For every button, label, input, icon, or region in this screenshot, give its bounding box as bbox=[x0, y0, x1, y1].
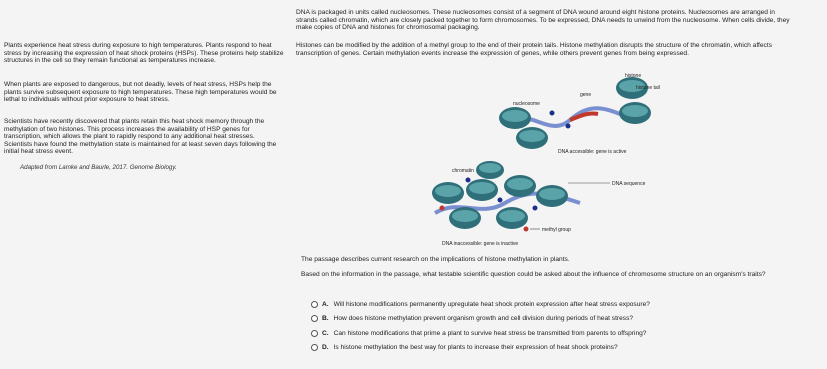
source-credit: Adapted from Lamke and Baurle, 2017. Genome Biology. bbox=[20, 164, 177, 171]
nucleosome-highlight bbox=[519, 130, 545, 142]
intro-paragraph: DNA is packaged in units called nucleosomes. These nucleosomes consist of a segment of DNA wound around eight histone proteins. Nucleosomes are arranged in strands called chromatin, which are closely packed together to form chromosomes. To be expressed, DNA needs to unwind from the nucleosome. When cells divide, they make copies of DNA and histones for chromosomal packaging. bbox=[296, 9, 790, 32]
option-text: Will histone modifications permanently upregulate heat shock protein expression after heat stress exposure? bbox=[333, 300, 650, 308]
chromatin-illustration bbox=[420, 68, 660, 248]
methyl-group-dot bbox=[533, 206, 538, 211]
heat-stress-paragraph: Plants experience heat stress during exposure to high temperatures. Plants respond to heat stress by increasing the expression of heat shock proteins (HSPs). These proteins help stabilize structures in the cell so they remain functional as temperatures increase. bbox=[4, 42, 284, 65]
question-stem: Based on the information in the passage, what testable scientific question could be asked about the influence of chromosome structure on an organism's traits? bbox=[301, 271, 766, 278]
histone-methylation-paragraph: Histones can be modified by the addition of a methyl group to the end of their protein tails. Histone methylation disrupts the structure of the chromatin, which affects transcription of genes. Certain methylation events increase the expression of genes, while others prevent genes from being expressed. bbox=[296, 42, 772, 57]
gene-marker-dot bbox=[524, 227, 529, 232]
label-dna-sequence: DNA sequence bbox=[612, 181, 646, 187]
methyl-group-dot bbox=[466, 178, 471, 183]
option-a[interactable] bbox=[311, 297, 781, 312]
label-accessible: DNA accessible: gene is active bbox=[558, 149, 627, 155]
radio-icon[interactable] bbox=[311, 301, 318, 308]
gene-marker-dot bbox=[440, 206, 445, 211]
option-letter: C. bbox=[322, 329, 329, 337]
methyl-group-dot bbox=[566, 124, 571, 129]
methyl-group-dot bbox=[498, 198, 503, 203]
option-letter: B. bbox=[322, 315, 329, 323]
nucleosome-highlight bbox=[622, 105, 648, 117]
option-c[interactable] bbox=[311, 326, 781, 341]
option-text: How does histone methylation prevent organism growth and cell division during periods of heat stress? bbox=[333, 315, 634, 323]
label-histone: histone bbox=[625, 73, 642, 79]
radio-icon[interactable] bbox=[311, 315, 318, 322]
question-context: The passage describes current research on the implications of histone methylation in plants. bbox=[301, 256, 570, 263]
option-b[interactable] bbox=[311, 312, 781, 327]
nucleosome-highlight bbox=[502, 110, 528, 122]
option-d[interactable] bbox=[311, 341, 781, 356]
label-histone-tail: histone tail bbox=[636, 85, 660, 91]
label-inaccessible: DNA inaccessible: gene is inactive bbox=[442, 241, 519, 247]
answer-options bbox=[311, 297, 781, 355]
label-nucleosome: nucleosome bbox=[513, 101, 540, 107]
option-text: Can histone modifications that prime a plant to survive heat stress be transmitted from parents to offspring? bbox=[333, 329, 647, 337]
option-text: Is histone methylation the best way for plants to increase their expression of heat shock proteins? bbox=[333, 344, 618, 352]
option-letter: D. bbox=[322, 344, 329, 352]
label-gene: gene bbox=[580, 92, 592, 98]
label-chromatin: chromatin bbox=[452, 168, 474, 174]
nucleosome-diagram bbox=[420, 68, 660, 248]
option-letter: A. bbox=[322, 300, 329, 308]
heat-memory-paragraph: Scientists have recently discovered that plants retain this heat shock memory through the methylation of two histones. This process increases the availability of HSP genes for transcription, which allows the plant to rapidly respond to any additional heat stresses. Scientists have found the methylation state is maintained for at least seven days following the initial heat stress event. bbox=[4, 118, 277, 156]
hsp-survival-paragraph: When plants are exposed to dangerous, but not deadly, levels of heat stress, HSPs help the plants survive subsequent exposure to high temperatures. These high temperatures would be lethal to individuals without prior exposure to heat stress. bbox=[4, 81, 277, 104]
dna-strand-accessible bbox=[515, 108, 625, 126]
methyl-group-dot bbox=[550, 111, 555, 116]
radio-icon[interactable] bbox=[311, 330, 318, 337]
radio-icon[interactable] bbox=[311, 344, 318, 351]
label-methyl-group: methyl group bbox=[542, 227, 571, 233]
